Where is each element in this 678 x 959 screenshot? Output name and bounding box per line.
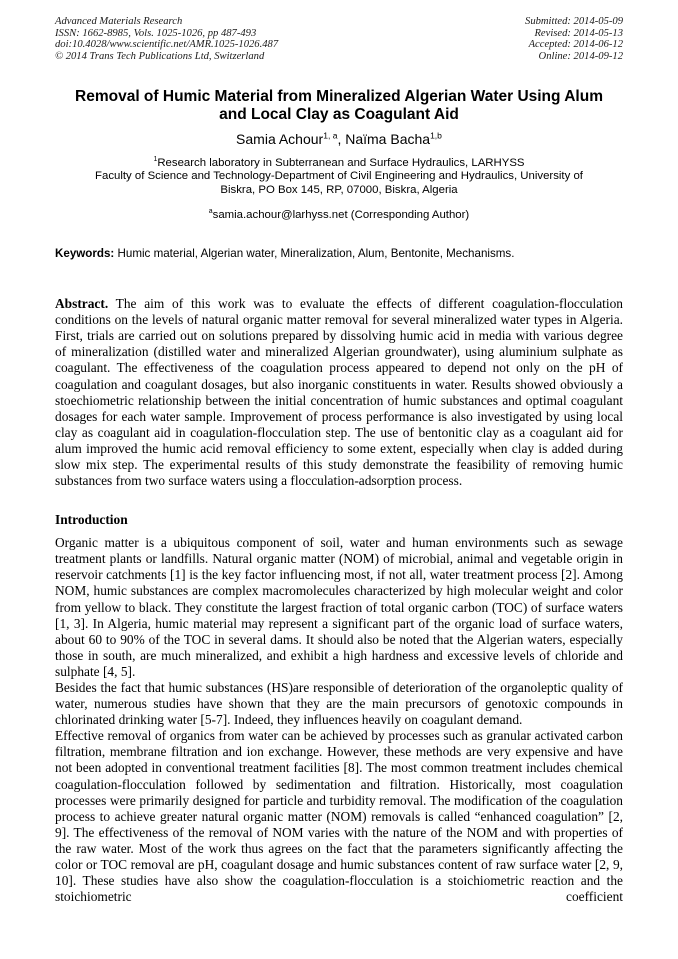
affiliation-lab: Research laboratory in Subterranean and Surface Hydraulics, LARHYSS	[157, 156, 525, 169]
date-submitted: Submitted: 2014-05-09	[525, 16, 623, 27]
keywords-line	[55, 247, 623, 261]
abstract-text: The aim of this work was to evaluate the effects of different coagulation-flocculation conditions on the levels of natural organic matter removal for several mineralized water types in Algeria. First, trials are carried out on solutions prepared by dissolving humic acid in media with various degree of mineralization (distilled water and mineralized Algerian groundwater), using aluminium sulphate as coagulant. The effectiveness of the coagulation process appeared to depend not only on the pH of coagulation and coagulant dosages, but also inorganic constituents in water. Results showed obviously a stoechiometric relationship between the initial concentration of humic substances and optimal coagulant dosages for each water sample. Improvement of process performance is also investigated by using local clay as coagulant aid in coagulation-flocculation step. The use of bentonitic clay as a coagulant aid for alum improved the humic acid removal efficiency to some extent, especially when clay is added during slow mix step. The experimental results of this study demonstrate the feasibility of removing humic substances from two surface waters using a flocculation-adsorption process.	[55, 296, 623, 489]
keywords-label: Keywords:	[55, 247, 115, 261]
affiliation-line-1	[55, 157, 623, 170]
paper-title-line1: Removal of Humic Material from Mineralized Algerian Water Using Alum	[75, 87, 603, 105]
paper-title-line2: and Local Clay as Coagulant Aid	[219, 106, 459, 124]
author-separator: ,	[337, 130, 346, 147]
email-superscript: a	[208, 208, 213, 216]
author-2-superscript: 1,b	[430, 130, 442, 141]
author-2-name: Naïma Bacha	[345, 130, 431, 147]
introduction-paragraph-3: Effective removal of organics from water can be achieved by processes such as granular activated carbon filtration, membrane filtration and ion exchange. However, these methods are very expensive and have not been adopted in conventional treatment facilities [8]. The most common treatment includes chemical coagulation-flocculation followed by sedimentation and filtration. Historically, most coagulation processes were primarily designed for particle and turbidity removal. The modification of the coagulation process to achieve greater natural organic matter (NOM) removals is called “enhanced coagulation” [2, 9]. The effectiveness of the removal of NOM varies with the nature of the NOM and with properties of the raw water. Most of the work thus agrees on the fact that the parameters significantly affecting the color or TOC removal are pH, coagulant dosage and humic substances content of raw surface water [2, 9, 10]. These studies have also show the coagulation-flocculation is a stoichiometric reaction and the stoichiometric coefficient	[55, 728, 623, 905]
journal-header	[55, 16, 623, 63]
affiliation-block	[55, 157, 623, 197]
authors-line	[55, 131, 623, 147]
affiliation-superscript: 1	[153, 156, 158, 164]
paper-title	[55, 88, 623, 125]
affiliation-line-2: Faculty of Science and Technology-Department of Civil Engineering and Hydraulics, University of	[95, 170, 583, 183]
journal-issn-vols: ISSN: 1662-8985, Vols. 1025-1026, pp 487-493	[55, 27, 257, 39]
author-1-superscript: 1, a	[323, 130, 338, 141]
email-text: samia.achour@larhyss.net (Corresponding Author)	[212, 209, 470, 222]
abstract-label: Abstract.	[55, 296, 109, 312]
date-revised: Revised: 2014-05-13	[534, 27, 623, 39]
submission-dates	[525, 16, 623, 63]
introduction-heading: Introduction	[55, 512, 128, 528]
journal-info	[55, 16, 278, 63]
corresponding-email	[55, 209, 623, 221]
abstract-paragraph	[55, 296, 623, 489]
journal-name: Advanced Materials Research	[55, 16, 183, 27]
date-online: Online: 2014-09-12	[538, 51, 623, 63]
date-accepted: Accepted: 2014-06-12	[528, 39, 623, 51]
keywords-text: Humic material, Algerian water, Mineralization, Alum, Bentonite, Mechanisms.	[114, 247, 515, 261]
affiliation-line-3: Biskra, PO Box 145, RP, 07000, Biskra, Algeria	[220, 183, 458, 196]
introduction-paragraph-1: Organic matter is a ubiquitous component of soil, water and human environments such as sewage treatment plants or landfills. Natural organic matter (NOM) of microbial, animal and vegetable origin in reservoir catchments [1] is the key factor influencing most, if not all, water treatment process [2]. Among NOM, humic substances are complex macromolecules characterized by high molecular weight and color from yellow to black. They constitute the largest fraction of total organic carbon (TOC) of surface waters [1, 3]. In Algeria, humic material may represent a significant part of the organic load of surface waters, about 60 to 90% of the TOC in several dams. It should also be noted that the Algerian waters, especially those in south, are much mineralized, and exhibit a high hardness and excessive levels of chloride and sulphate [4, 5].	[55, 535, 623, 679]
journal-copyright: © 2014 Trans Tech Publications Ltd, Switzerland	[55, 51, 265, 63]
introduction-paragraph-2: Besides the fact that humic substances (HS)are responsible of deterioration of the organoleptic quality of water, numerous studies have shown that they are the main precursors of genotoxic compounds in chlorinated drinking water [5-7]. Indeed, they influences heavily on coagulant demand.	[55, 680, 623, 728]
author-1-name: Samia Achour	[236, 130, 324, 147]
journal-doi: doi:10.4028/www.scientific.net/AMR.1025-1026.487	[55, 39, 279, 51]
